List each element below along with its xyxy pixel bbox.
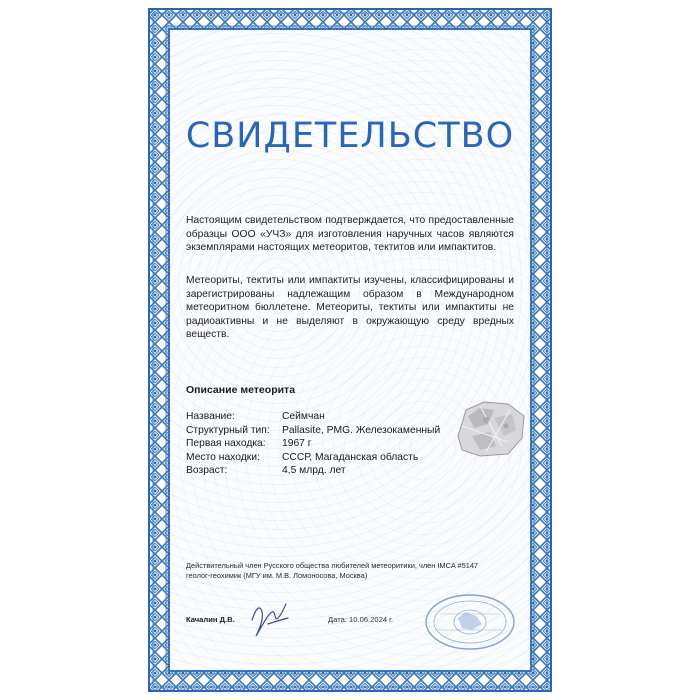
description-row <box>186 424 462 438</box>
description-row <box>186 464 462 478</box>
description-label: Структурный тип: <box>186 424 270 436</box>
paragraph-confirmation: Настоящим свидетельством подтверждается, что предоставленные образцы ООО «УЧЗ» для изготовления наручных часов являются экземплярами настоящих метеоритов, тектитов или импактитов. <box>186 215 514 253</box>
paragraph-classification: Метеориты, тектиты или импактиты изучены, классифицированы и зарегистрированы надлежащим образом в Международном метеоритном бюллетене. Метеориты, тектиты или импактиты не радиоактивны и не выделяют в окружающую среду вредных веществ. <box>186 275 514 340</box>
description-value: СССР, Магаданская область <box>282 451 419 463</box>
description-value: Pallasite, PMG. Железокаменный <box>282 424 441 436</box>
signer-name: Качалин Д.В. <box>186 615 235 624</box>
description-table <box>186 410 462 478</box>
description-heading: Описание метеорита <box>186 384 296 396</box>
description-value: Сеймчан <box>282 411 325 422</box>
description-label: Место находки: <box>186 451 260 463</box>
description-label: Возраст: <box>186 465 228 476</box>
credentials-line: геолог-геохимик (МГУ им. М.В. Ломоносова, Москва) <box>186 571 368 580</box>
signer-credentials <box>186 561 478 581</box>
certificate <box>148 8 552 692</box>
certificate-title: СВИДЕТЕЛЬСТВО <box>185 116 515 156</box>
description-value: 1967 г <box>282 438 312 449</box>
credentials-line: Действительный член Русского общества любителей метеоритики, член IMCA #5147 <box>186 561 479 570</box>
signature-icon <box>246 598 292 640</box>
meteorite-photo-icon <box>450 396 530 460</box>
description-row <box>186 437 462 451</box>
description-row <box>186 410 462 424</box>
description-value: 4,5 млрд. лет <box>282 465 346 476</box>
description-label: Первая находка: <box>186 438 266 449</box>
seal-stamp-icon <box>424 592 516 652</box>
certificate-date: Дата: 10.06.2024 г. <box>328 615 394 624</box>
description-row <box>186 451 462 465</box>
description-label: Название: <box>186 411 235 422</box>
